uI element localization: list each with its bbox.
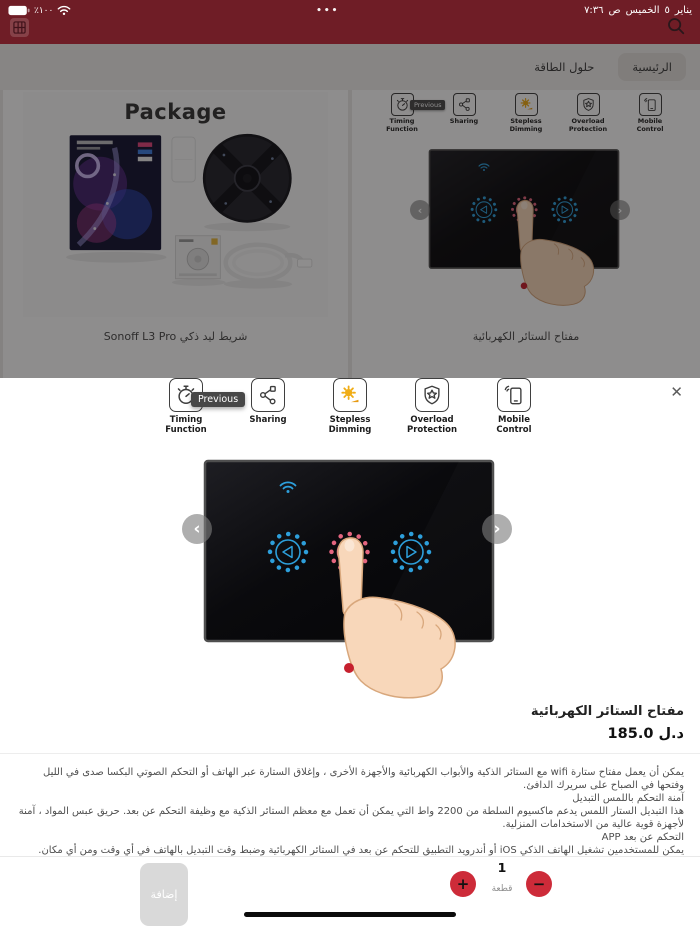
apps-grid-button[interactable] [10, 18, 29, 37]
status-bar [0, 0, 700, 18]
modal-scrim[interactable] [0, 44, 700, 378]
description-line: هذا التبديل الستار اللمس يدعم ماكسيوم السلطة من 2200 واط التي يمكن أن تعمل مع معظم الستائر الذكية مع وظيفة التحكم عن بعد. حريق عبس المواد ، آمنة لأجهزة قوية عالية من الاستخدامات المنزلية. [18, 806, 684, 830]
share-icon [251, 378, 285, 412]
search-icon [666, 16, 686, 36]
feature-timing: Timing Function [157, 378, 215, 435]
divider [0, 753, 700, 754]
feature-mobile: Mobile Control [485, 378, 543, 435]
product-price: 185.0 د.ل [607, 726, 684, 742]
description-line: آمنة التحكم باللمس التبديل [572, 793, 684, 804]
description-line: يمكن أن يعمل مفتاح ستارة wifi مع الستائر الذكية والأبواب الكهربائية والأجهزة الأخرى ، وإغلاق الستارة عبر الهاتف أو التحكم الصوتي البكسا صدى في الليل وفتحها في الصباح على سريرك الدافئ. [43, 767, 684, 791]
product-detail-sheet [0, 378, 700, 856]
search-button[interactable] [666, 16, 686, 36]
mini-feature-mobile: Mobile Control [627, 93, 673, 134]
feature-overload: Overload Protection [403, 378, 461, 435]
top-header [0, 0, 700, 44]
feature-dimming: Stepless Dimming [321, 378, 379, 435]
description-line: التحكم عن بعد APP [601, 832, 684, 843]
quantity-display [480, 860, 524, 894]
mini-feature-overload: Overload Protection [565, 93, 611, 134]
description-line: يمكن للمستخدمين تشغيل الهاتف الذكي iOS أو أندرويد التطبيق للتحكم عن بعد في الستائر الكهربائية وضبط وقت التبديل بالهاتف في أي وقت ومن أي مكان. [38, 845, 684, 856]
switch-product-name: مفتاح الستائر الكهربائية [472, 330, 580, 343]
sun-icon [333, 378, 367, 412]
bottom-action-bar [0, 856, 700, 934]
close-icon[interactable]: ✕ [670, 383, 683, 401]
battery-percent: ٪١٠٠ [34, 5, 54, 16]
switch-product-image [189, 455, 509, 717]
quantity-value: 1 [497, 860, 507, 875]
mini-feature-dimming: Stepless Dimming [503, 93, 549, 134]
grid-icon [13, 21, 26, 34]
shield-icon [415, 378, 449, 412]
quantity-increase-button[interactable]: + [450, 871, 476, 897]
tab-energy-solutions[interactable]: حلول الطاقة [534, 60, 595, 74]
carousel-next-arrow-bg: › [610, 200, 630, 220]
previous-tooltip-mini: Previous [410, 100, 445, 110]
quantity-decrease-button[interactable]: − [526, 871, 552, 897]
mini-feature-sharing: Sharing [441, 93, 487, 134]
phone-icon [497, 378, 531, 412]
product-description [16, 766, 684, 856]
feature-row [0, 378, 700, 435]
mini-feature-timing: Timing Function [379, 93, 425, 134]
status-left [8, 5, 71, 16]
wifi-icon [57, 5, 71, 16]
home-indicator[interactable] [244, 912, 456, 917]
ellipsis-indicator: ••• [316, 5, 340, 16]
package-image-title: Package [124, 100, 227, 124]
quantity-unit: قطعة [491, 884, 513, 894]
previous-tooltip: Previous [191, 392, 245, 407]
carousel-prev-arrow[interactable]: ‹ [182, 514, 212, 544]
app-header-row [0, 18, 700, 42]
battery-icon [8, 5, 30, 16]
led-product-name: شريط ليد ذكي Sonoff L3 Pro [103, 330, 248, 343]
carousel-next-arrow[interactable]: › [482, 514, 512, 544]
feature-sharing: Sharing [239, 378, 297, 435]
status-datetime: ٧:٣٦ ص الخميس ٥ يناير [584, 5, 692, 16]
add-button[interactable]: إضافة [140, 863, 188, 926]
product-title: مفتاح الستائر الكهربائية [530, 704, 684, 719]
tab-home[interactable]: الرئيسية [618, 53, 686, 81]
product-image-carousel [189, 455, 509, 717]
carousel-prev-arrow-bg: ‹ [410, 200, 430, 220]
